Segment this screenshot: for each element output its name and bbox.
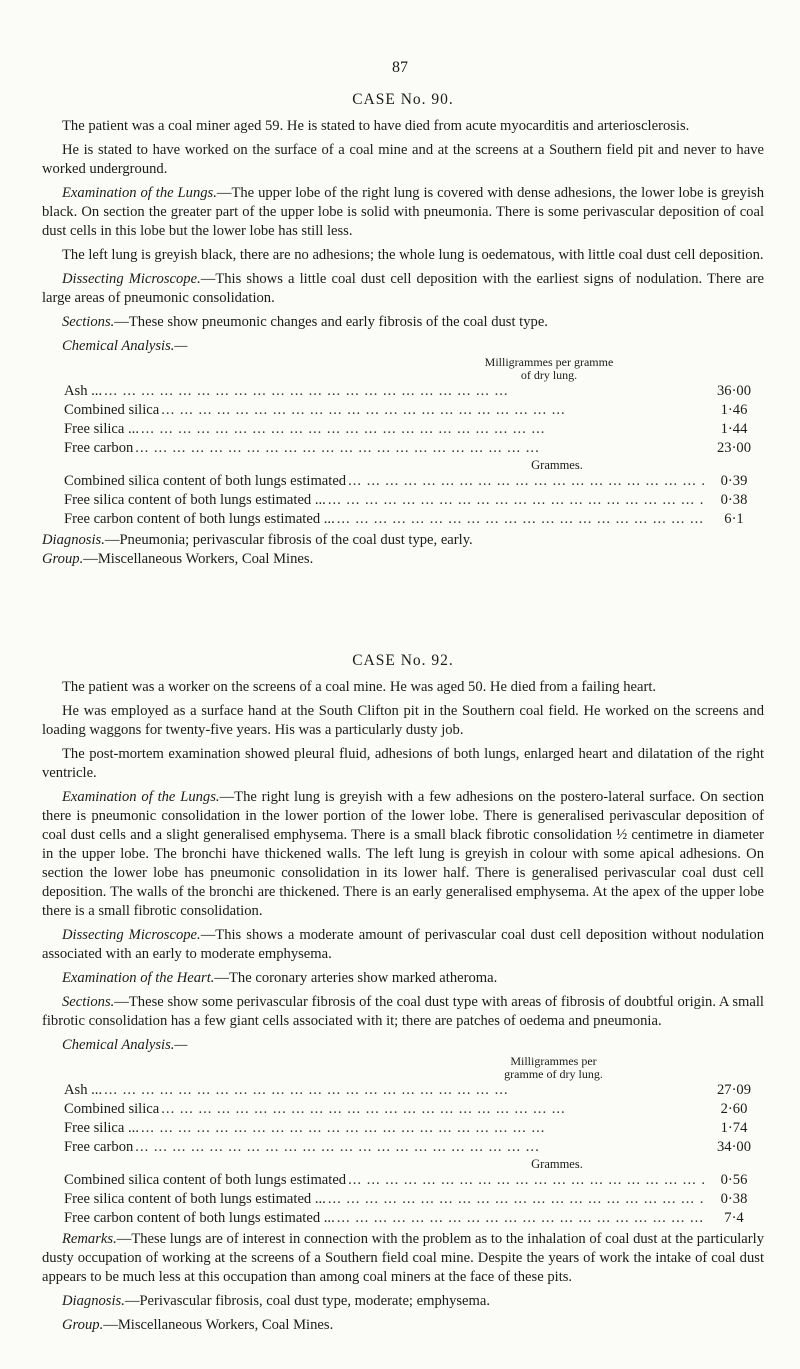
case-90-unit-mg: Milligrammes per gramme of dry lung. — [484, 355, 614, 382]
case-90-group: Group.—Miscellaneous Workers, Coal Mines. — [42, 551, 314, 567]
case-92-lungs-text: —The right lung is greyish with a few adhesions on the postero-lateral surface. On section there is pneumonic consolidation in the lower portion of the lower lobe. There is generalised perivascular deposition of coal dust cells and a slight generalised emphysema. There is a small black fibrotic consolidation ½ centimetre in diameter in the upper lobe. The bronchi have thickened walls. The left lung is greyish in colour with some apical adhesions. On section the lower lobe has pneumonic consolidation in its lower half. There is generalised perivascular coal dust cell deposition. The walls of the bronchi are thickened. There is an early generalised emphysema. At the apex of the upper lobe there is a small fibrotic consolidation. — [42, 789, 764, 919]
case-90-analysis-table — [64, 356, 764, 529]
case-92-microscope-label: Dissecting Microscope. — [62, 927, 201, 943]
case-90-diagnosis: Diagnosis.—Pneumonia; perivascular fibrosis of the coal dust type, early. — [42, 532, 473, 548]
table-row: Free silica content of both lungs estimated ... ... . 0·38 — [64, 1190, 764, 1209]
case-90-employment: He is stated to have worked on the surface of a coal mine and at the screens at a Southern field pit and never to have worked underground. — [42, 142, 764, 177]
case-90-lungs-text: —The upper lobe of the right lung is covered with dense adhesions, the lower lobe is greyish black. On section the greater part of the upper lobe is solid with pneumonia. There is some perivascular deposition of coal dust cells in this lobe but the lower lobe has still less. — [42, 185, 764, 239]
case-90-intro: The patient was a coal miner aged 59. He is stated to have died from acute myocarditis and arteriosclerosis. — [62, 118, 690, 134]
table-row: Free silica content of both lungs estimated ... ... . 0·38 — [64, 491, 764, 510]
case-92-intro: The patient was a worker on the screens of a coal mine. He was aged 50. He died from a failing heart. — [62, 679, 657, 695]
case-92-microscope-text: —This shows a moderate amount of perivascular coal dust cell deposition without nodulation associated with an early to moderate emphysema. — [42, 927, 765, 962]
table-row: Free carbon content of both lungs estimated ... ... . 7·4 — [64, 1209, 764, 1228]
case-92-lungs — [42, 788, 764, 921]
case-90-lungs — [42, 184, 764, 241]
case-92-heading: CASE No. 92. — [352, 652, 454, 669]
table-row: Free silica ... ... . 1·44 — [64, 420, 764, 439]
table-row: Combined silica content of both lungs estimated ... . 0·39 — [64, 472, 764, 491]
case-90-sections-text: —These show pneumonic changes and early fibrosis of the coal dust type. — [114, 314, 548, 330]
table-row: Combined silica ... . 2·60 — [64, 1100, 764, 1119]
table-row: Combined silica content of both lungs estimated ... . 0·56 — [64, 1171, 764, 1190]
case-92-sections-label: Sections. — [62, 994, 115, 1010]
case-92-employment: He was employed as a surface hand at the South Clifton pit in the Southern coal field. He worked on the screens and loading waggons for twenty-five years. His was a particularly dusty job. — [42, 703, 764, 738]
case-90-microscope — [42, 270, 764, 308]
table-row: Free carbon ... . 23·00 — [64, 439, 764, 458]
case-92-unit-grammes: Grammes. — [531, 1157, 583, 1171]
case-90-microscope-label: Dissecting Microscope. — [62, 271, 201, 287]
page-number: 87 — [392, 59, 408, 76]
table-row: Free silica ... ... . 1·74 — [64, 1119, 764, 1138]
case-92-heart-label: Examination of the Heart. — [62, 970, 215, 986]
case-92-lungs-label: Examination of the Lungs. — [62, 789, 220, 805]
case-92-remarks-text: —These lungs are of interest in connection with the problem as to the inhalation of coal dust at the particularly dusty occupation of working at the screens of a Southern field coal mine. Despite the years of work the intake of coal dust appears to be much less at this occupation than among coal miners at the face of these pits. — [42, 1231, 764, 1285]
case-92-chem-label: Chemical Analysis.— — [62, 1037, 188, 1053]
case-92-unit-mg: Milligrammes per gramme of dry lung. — [504, 1054, 603, 1081]
table-row: Combined silica ... . 1·46 — [64, 401, 764, 420]
case-90-microscope-text: —This shows a little coal dust cell deposition with the earliest signs of nodulation. There are large areas of pneumonic consolidation. — [42, 271, 764, 306]
case-92-heart-text: —The coronary arteries show marked atheroma. — [214, 970, 498, 986]
case-92-group: Group.—Miscellaneous Workers, Coal Mines. — [62, 1317, 334, 1333]
case-92-analysis-table — [64, 1055, 764, 1228]
case-92-sections — [42, 993, 764, 1031]
case-90-heading: CASE No. 90. — [352, 91, 454, 108]
case-90-unit-grammes: Grammes. — [531, 458, 583, 472]
case-92-sections-text: —These show some perivascular fibrosis of the coal dust type with areas of fibrosis of doubtful origin. A small fibrotic consolidation has a few giant cells associated with it; there are patches of oedema and pneumonia. — [42, 994, 764, 1029]
case-92-diagnosis: Diagnosis.—Perivascular fibrosis, coal dust type, moderate; emphysema. — [62, 1293, 490, 1309]
table-row: Ash ... ... . 27·09 — [64, 1081, 764, 1100]
case-90-left-lung: The left lung is greyish black, there are no adhesions; the whole lung is oedematous, with little coal dust cell deposition. — [62, 247, 764, 263]
case-90-sections — [42, 313, 764, 332]
case-90-section — [42, 90, 764, 569]
case-90-sections-label: Sections. — [62, 314, 115, 330]
case-90-lungs-label: Examination of the Lungs. — [62, 185, 217, 201]
table-row: Free carbon content of both lungs estimated ... ... . 6·1 — [64, 510, 764, 529]
case-92-section — [42, 651, 764, 1340]
table-row: Ash ... ... . 36·00 — [64, 382, 764, 401]
case-90-chem-label: Chemical Analysis.— — [62, 338, 188, 354]
case-92-microscope — [42, 926, 764, 964]
table-row: Free carbon ... . 34·00 — [64, 1138, 764, 1157]
case-92-postmortem: The post-mortem examination showed pleural fluid, adhesions of both lungs, enlarged heart and dilatation of the right ventricle. — [42, 746, 764, 781]
case-92-remarks — [42, 1230, 764, 1287]
case-92-heart — [42, 969, 764, 988]
case-92-remarks-label: Remarks. — [62, 1231, 117, 1247]
